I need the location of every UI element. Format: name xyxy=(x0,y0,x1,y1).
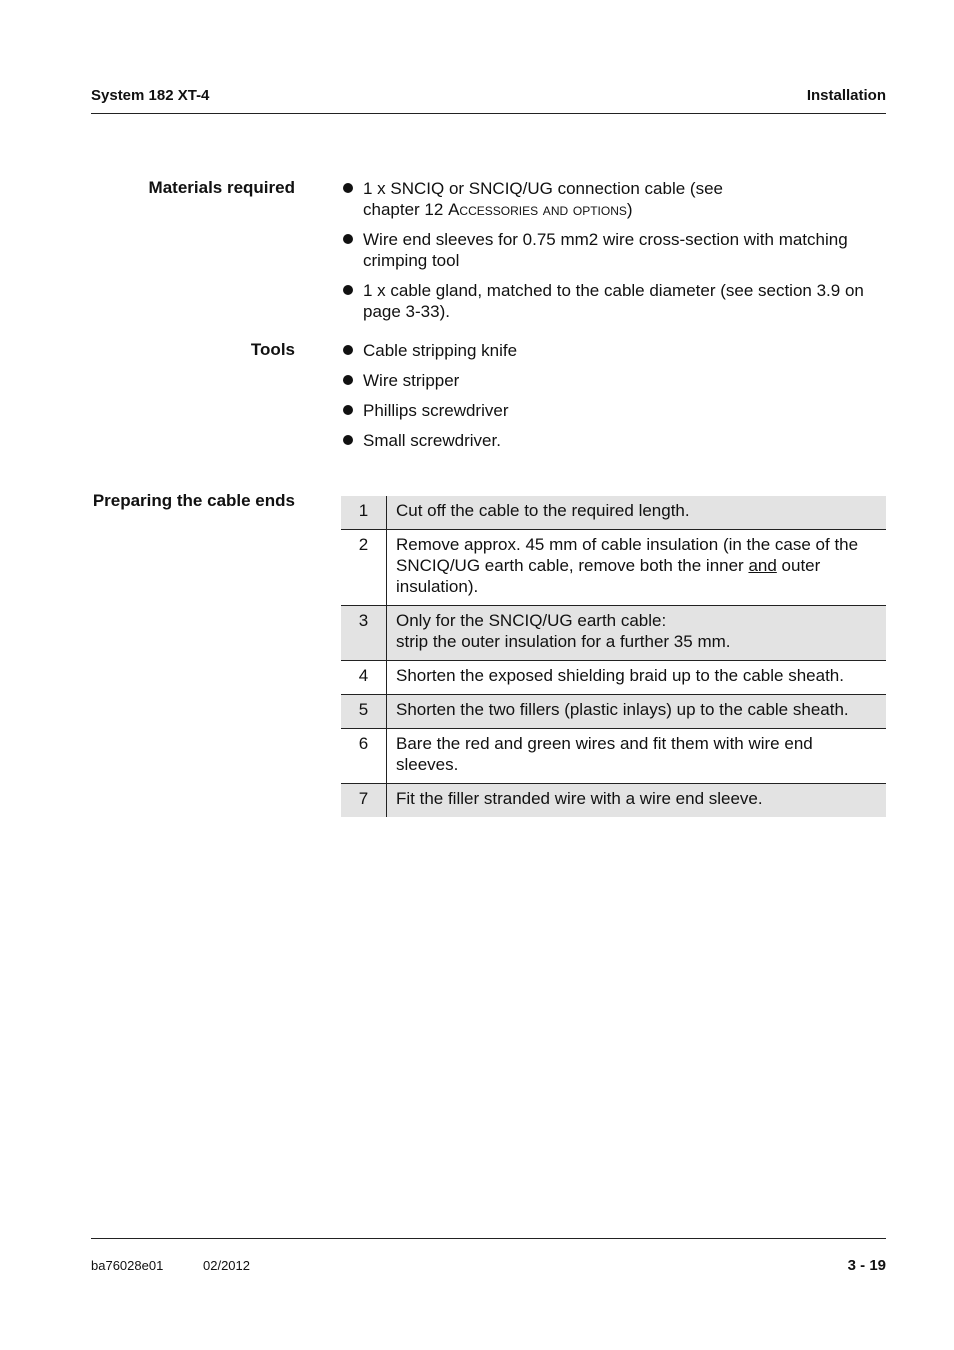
step-number: 7 xyxy=(341,784,387,818)
tools-list xyxy=(341,340,886,451)
bullet-icon xyxy=(343,183,353,193)
bullet-icon xyxy=(343,375,353,385)
step-number: 2 xyxy=(341,530,387,606)
list-item: 1 x SNCIQ or SNCIQ/UG connection cable (see chapter 12 Accessories and options) xyxy=(341,178,886,220)
list-item: Phillips screwdriver xyxy=(341,400,886,421)
step-text: Cut off the cable to the required length. xyxy=(387,496,887,530)
document-date: 02/2012 xyxy=(203,1258,250,1273)
tools-label: Tools xyxy=(250,340,295,359)
list-item: Wire end sleeves for 0.75 mm2 wire cross-section with matching crimping tool xyxy=(341,229,886,271)
bullet-icon xyxy=(343,435,353,445)
list-item: Small screwdriver. xyxy=(341,430,886,451)
list-item: Cable stripping knife xyxy=(341,340,886,361)
table-row xyxy=(341,606,886,661)
table-row xyxy=(341,729,886,784)
step-text: Shorten the exposed shielding braid up to the cable sheath. xyxy=(396,666,844,685)
emphasis-underline: and xyxy=(748,556,777,575)
bullet-icon xyxy=(343,405,353,415)
page-number: 3 - 19 xyxy=(847,1257,886,1274)
steps-table xyxy=(341,496,886,817)
table-row xyxy=(341,784,886,818)
step-number: 1 xyxy=(341,496,387,530)
page-header xyxy=(91,86,886,114)
list-item: Wire stripper xyxy=(341,370,886,391)
table-row xyxy=(341,496,886,530)
header-product-title: System 182 XT-4 xyxy=(91,87,210,104)
step-number: 4 xyxy=(341,661,387,695)
step-text: Remove approx. 45 mm of cable insulation (in the case of the SNCIQ/UG earth cable, remove both the inner and outer insulation). xyxy=(396,535,859,596)
step-text: Shorten the two fillers (plastic inlays) up to the cable sheath. xyxy=(387,695,887,729)
header-section-title: Installation xyxy=(806,87,886,104)
table-row xyxy=(341,661,886,695)
preparing-label: Preparing the cable ends xyxy=(92,491,295,510)
step-number: 5 xyxy=(341,695,387,729)
step-number: 3 xyxy=(341,606,387,661)
table-row xyxy=(341,695,886,729)
materials-label: Materials required xyxy=(148,178,295,197)
step-text: Fit the filler stranded wire with a wire end sleeve. xyxy=(387,784,887,818)
list-item: 1 x cable gland, matched to the cable diameter (see section 3.9 on page 3-33). xyxy=(341,280,886,322)
step-number: 6 xyxy=(341,729,387,784)
bullet-icon xyxy=(343,285,353,295)
step-text: Bare the red and green wires and fit them with wire end sleeves. xyxy=(396,734,813,774)
step-text: Only for the SNCIQ/UG earth cable: strip the outer insulation for a further 35 mm. xyxy=(387,606,887,661)
document-id: ba76028e01 xyxy=(91,1258,164,1273)
table-row xyxy=(341,530,886,606)
materials-list xyxy=(341,178,886,322)
bullet-icon xyxy=(343,345,353,355)
bullet-icon xyxy=(343,234,353,244)
page-footer xyxy=(91,1238,886,1274)
chapter-reference: Accessories and options xyxy=(448,200,627,219)
